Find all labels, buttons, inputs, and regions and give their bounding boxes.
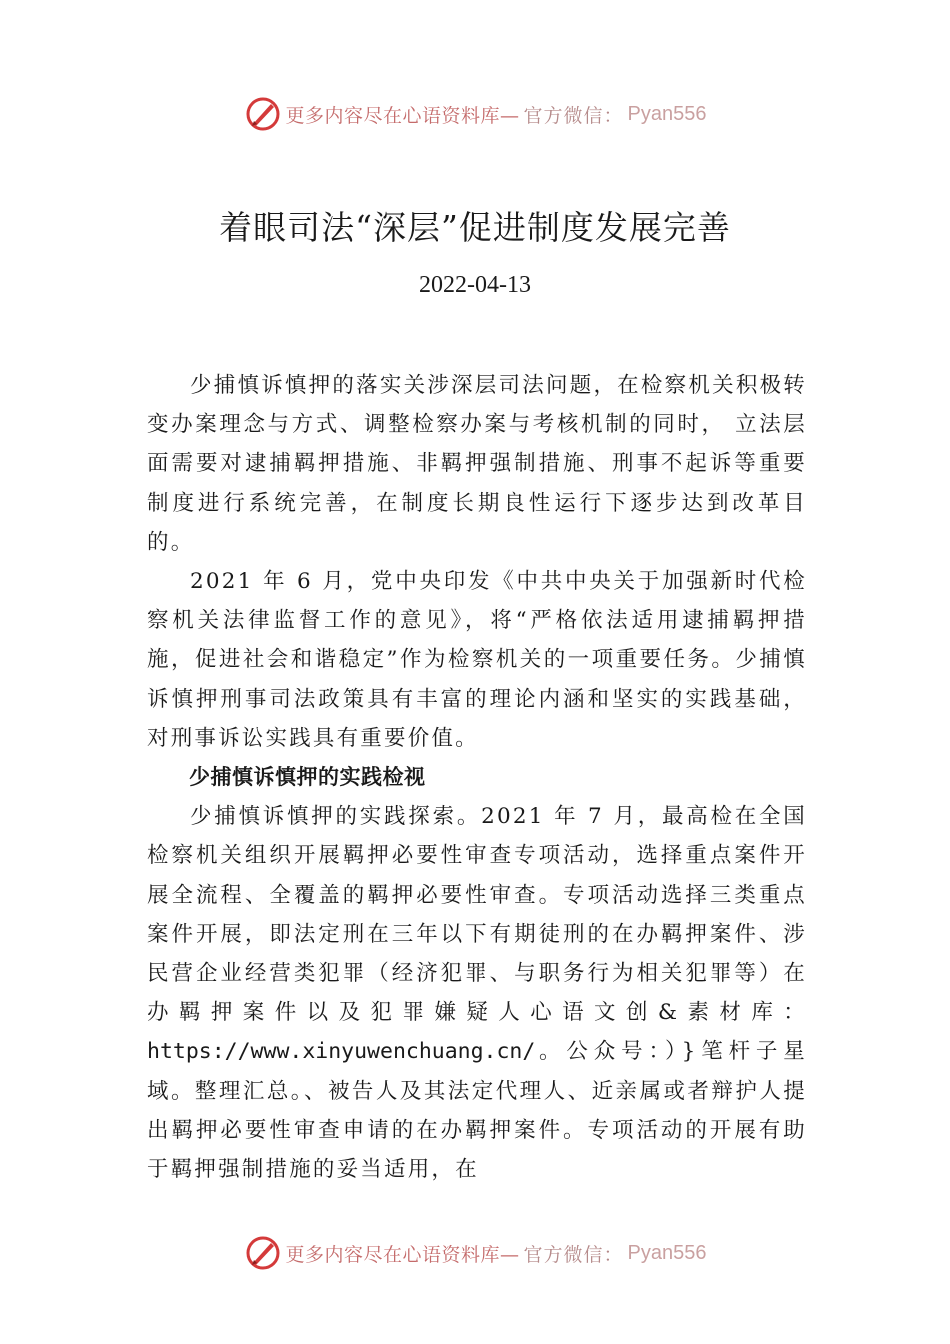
quill-logo-icon <box>244 1234 282 1272</box>
banner-wechat-label: 官方微信： <box>523 1243 624 1266</box>
header-banner <box>0 94 950 134</box>
article-date: 2022-04-13 <box>419 272 531 298</box>
banner-wechat-id: Pyan556 <box>627 1241 707 1264</box>
quill-logo-icon <box>244 95 282 133</box>
article-body <box>147 366 807 1189</box>
article-title: 着眼司法“深层”促进制度发展完善 <box>219 208 731 247</box>
banner-text: 更多内容尽在心语资料库— <box>285 1243 520 1266</box>
section-heading: 少捕慎诉慎押的实践检视 <box>189 765 426 790</box>
banner-wechat-id: Pyan556 <box>627 102 707 125</box>
banner-text: 更多内容尽在心语资料库— <box>285 104 520 127</box>
paragraph-3 <box>147 797 807 1189</box>
footer-banner <box>0 1233 950 1273</box>
paragraph-3-part-a: 少捕慎诉慎押的实践探索。2021 年 7 月，最高检在全国检察机关组织开展羁押必要性审查专项活动，选择重点案件开展全流程、全覆盖的羁押必要性审查。专项活动选择三类重点案件开展，即法定刑在三年以下有期徒刑的在办羁押案件、涉民营企业经营类犯罪（经济犯罪、与职务行为相关犯罪等）在办羁押案件以及犯罪嫌疑人心语文创&素材库： <box>147 804 807 1026</box>
banner-wechat-label: 官方微信： <box>523 104 624 127</box>
paragraph-1: 少捕慎诉慎押的落实关涉深层司法问题，在检察机关积极转变办案理念与方式、调整检察办案与考核机制的同时， 立法层面需要对逮捕羁押措施、非羁押强制措施、刑事不起诉等重要制度进行系统完善，在制度长期良性运行下逐步达到改革目的。 <box>147 373 807 555</box>
paragraph-3-url: https://www.xinyuwenchuang.cn/ <box>147 1039 536 1065</box>
paragraph-2: 2021 年 6 月，党中央印发《中共中央关于加强新时代检察机关法律监督工作的意见》，将“严格依法适用逮捕羁押措施，促进社会和谐稳定”作为检察机关的一项重要任务。少捕慎诉慎押刑事司法政策具有丰富的理论内涵和坚实的实践基础，对刑事诉讼实践具有重要价值。 <box>147 569 807 751</box>
paragraph-3-part-b: 。公众号：）}笔杆子星域。整理汇总。、被告人及其法定代理人、近亲属或者辩护人提出羁押必要性审查申请的在办羁押案件。专项活动的开展有助于羁押强制措施的妥当适用，在 <box>147 1039 807 1183</box>
